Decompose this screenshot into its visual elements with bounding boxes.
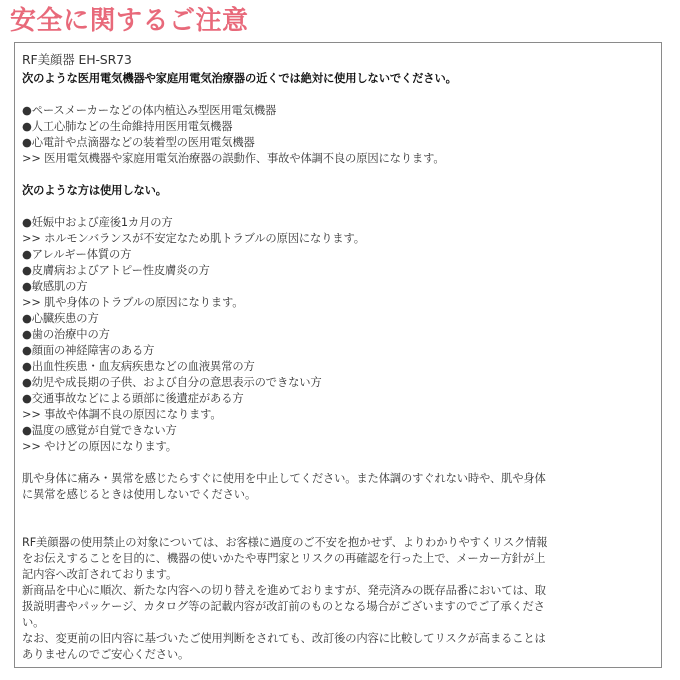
spacer (22, 455, 655, 471)
list-item: ●妊娠中および産後1カ月の方 (22, 216, 173, 229)
list-note: >> 医用電気機器や家庭用電気治療器の誤動作、事故や体調不良の原因になります。 (22, 152, 445, 165)
caution-paragraph (22, 471, 655, 503)
list-item: ●顔面の神経障害のある方 (22, 344, 155, 357)
safety-notice-box (14, 42, 662, 668)
spacer (22, 503, 655, 519)
list-item: ●敏感肌の方 (22, 280, 88, 293)
paragraph-line: 記内容へ改訂されております。 (22, 568, 178, 581)
list-item: ●人工心肺などの生命維持用医用電気機器 (22, 120, 233, 133)
list-note: >> 事故や体調不良の原因になります。 (22, 408, 222, 421)
notice-content (22, 51, 655, 663)
page-title: 安全に関するご注意 (10, 6, 249, 36)
spacer (22, 519, 655, 535)
spacer (22, 199, 655, 215)
paragraph-line: RF美顔器の使用禁止の対象については、お客様に過度のご不安を抱かせず、よりわかりやすくリスク情報 (22, 536, 548, 549)
list-item: ●出血性疾患・血友病疾患などの血液異常の方 (22, 360, 255, 373)
list-item: ●幼児や成長期の子供、および自分の意思表示のできない方 (22, 376, 322, 389)
list-note: >> ホルモンバランスが不安定なため肌トラブルの原因になります。 (22, 232, 365, 245)
paragraph-line: をお伝えすることを目的に、機器の使いかたや専門家とリスクの再確認を行った上で、メーカー方針が上 (22, 552, 546, 565)
list-note: >> やけどの原因になります。 (22, 440, 177, 453)
paragraph-line: ありませんのでご安心ください。 (22, 648, 190, 661)
section1-heading: 次のような医用電気機器や家庭用電気治療器の近くでは絶対に使用しないでください。 (22, 72, 457, 85)
paragraph-line: なお、変更前の旧内容に基づいたご使用判断をされても、改訂後の内容に比較してリスクが高まることは (22, 632, 546, 645)
paragraph-line: い。 (22, 616, 45, 629)
list-item: ●皮膚病およびアトピー性皮膚炎の方 (22, 264, 210, 277)
section1-list (22, 103, 655, 167)
section2-heading: 次のような方は使用しない。 (22, 184, 167, 197)
list-item: ●温度の感覚が自覚できない方 (22, 424, 177, 437)
product-name: RF美顔器 EH-SR73 (22, 52, 132, 67)
paragraph-line: 新商品を中心に順次、新たな内容への切り替えを進めておりますが、発売済みの既存品番においては、取 (22, 584, 546, 597)
section2-list (22, 215, 655, 455)
spacer (22, 167, 655, 183)
list-item: ●心電計や点滴器などの装着型の医用電気機器 (22, 136, 255, 149)
paragraph-line: 肌や身体に痛み・異常を感じたらすぐに使用を中止してください。また体調のすぐれない時や、肌や身体 (22, 472, 546, 485)
list-item: ●交通事故などによる頭部に後遺症がある方 (22, 392, 244, 405)
revision-paragraph (22, 535, 655, 663)
paragraph-line: に異常を感じるときは使用しないでください。 (22, 488, 257, 501)
list-item: ●アレルギー体質の方 (22, 248, 132, 261)
spacer (22, 87, 655, 103)
list-note: >> 肌や身体のトラブルの原因になります。 (22, 296, 244, 309)
paragraph-line: 扱説明書やパッケージ、カタログ等の記載内容が改訂前のものとなる場合がございますのでご了承くださ (22, 600, 545, 613)
list-item: ●ペースメーカーなどの体内植込み型医用電気機器 (22, 104, 277, 117)
list-item: ●心臓疾患の方 (22, 312, 99, 325)
list-item: ●歯の治療中の方 (22, 328, 110, 341)
